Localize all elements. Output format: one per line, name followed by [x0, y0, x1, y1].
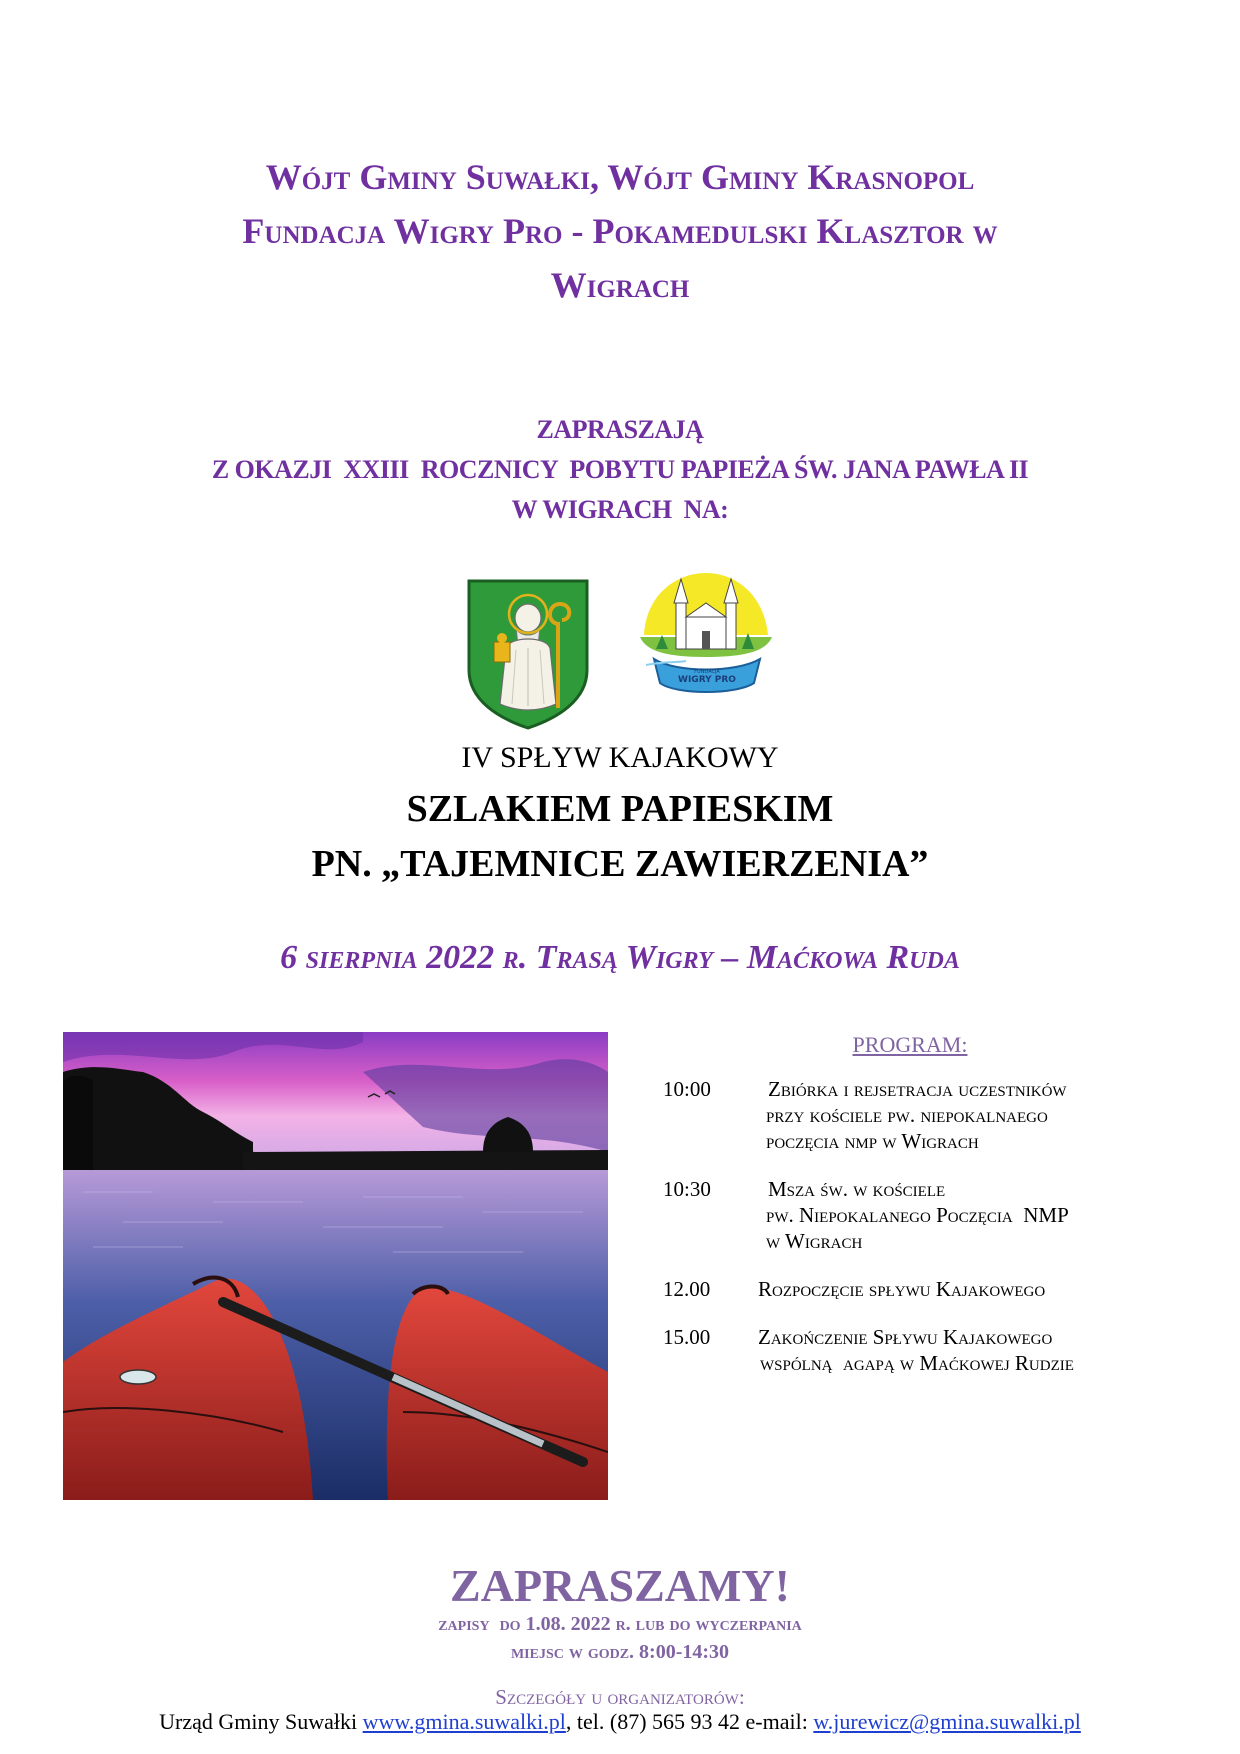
contact-line — [60, 1707, 1180, 1737]
event-date-route: 6 sierpnia 2022 r. Trasą Wigry – Maćkowa Ruda — [280, 939, 960, 976]
program-line: Zbiórka i rejsetracja uczestników — [768, 1077, 1067, 1101]
program-description — [758, 1324, 1188, 1376]
program-time: 10:00 — [663, 1077, 711, 1101]
program-line: Rozpoczęcie spływu Kajakowego — [758, 1277, 1046, 1301]
organizers-line-2: Fundacja Wigry Pro - Pokamedulski Klasztor w — [242, 211, 998, 251]
zapraszamy-heading: ZAPRASZAMY! — [450, 1560, 790, 1611]
organizers-line-3: Wigrach — [550, 265, 690, 305]
program-time: 15.00 — [663, 1325, 711, 1349]
fund-logo-text: WIGRY PRO — [678, 675, 736, 685]
program-description — [758, 1076, 1188, 1154]
email-link[interactable]: w.jurewicz@gmina.suwalki.pl — [813, 1709, 1081, 1734]
invitation-line-1: ZAPRASZAJĄ — [536, 415, 704, 444]
fund-logo-small-text: FUNDACJA — [694, 669, 720, 675]
event-subtitle: IV SPŁYW KAJAKOWY — [461, 741, 779, 774]
event-title-line-2: PN. „TAJEMNICE ZAWIERZENIA” — [311, 843, 929, 885]
program-heading: PROGRAM: — [852, 1032, 968, 1057]
signup-line-1: zapisy do 1.08. 2022 r. lub do wyczerpania — [438, 1613, 802, 1635]
kayak-lake-photo — [63, 1032, 608, 1500]
invitation-line-2: Z OKAZJI XXIII ROCZNICY POBYTU PAPIEŻA ŚW. JANA PAWŁA II — [211, 455, 1029, 484]
program-description — [758, 1276, 1188, 1302]
program-line: Zakończenie Spływu Kajakowego — [758, 1325, 1053, 1349]
program-line: pw. Niepokalanego Poczęcia NMP — [766, 1203, 1069, 1227]
invitation-block — [120, 410, 1120, 530]
program-line: w Wigrach — [766, 1229, 863, 1253]
contact-prefix: Urząd Gminy Suwałki — [159, 1709, 363, 1734]
program-line: wspólną agapą w Maćkowej Rudzie — [760, 1351, 1074, 1375]
website-link[interactable]: www.gmina.suwalki.pl — [362, 1709, 566, 1734]
wigry-pro-logo-icon — [636, 565, 776, 715]
coat-of-arms-icon — [466, 578, 590, 730]
details-label: Szczegóły u organizatorów: — [495, 1685, 745, 1709]
invitation-line-3: W WIGRACH NA: — [511, 495, 729, 524]
program-time: 12.00 — [663, 1277, 711, 1301]
contact-middle: , tel. (87) 565 93 42 e-mail: — [565, 1709, 814, 1734]
program-line: Msza św. w kościele — [768, 1177, 946, 1201]
event-title-line-1: SZLAKIEM PAPIESKIM — [406, 788, 834, 830]
program-line: przy kościele pw. niepokalnaego — [766, 1103, 1048, 1127]
program-time: 10:30 — [663, 1177, 711, 1201]
signup-line-2: miejsc w godz. 8:00-14:30 — [510, 1641, 730, 1663]
program-line: poczęcia nmp w Wigrach — [766, 1129, 979, 1153]
program-description — [758, 1176, 1188, 1254]
organizers-line-1: Wójt Gminy Suwałki, Wójt Gminy Krasnopol — [265, 157, 975, 197]
organizers-header — [120, 150, 1120, 312]
